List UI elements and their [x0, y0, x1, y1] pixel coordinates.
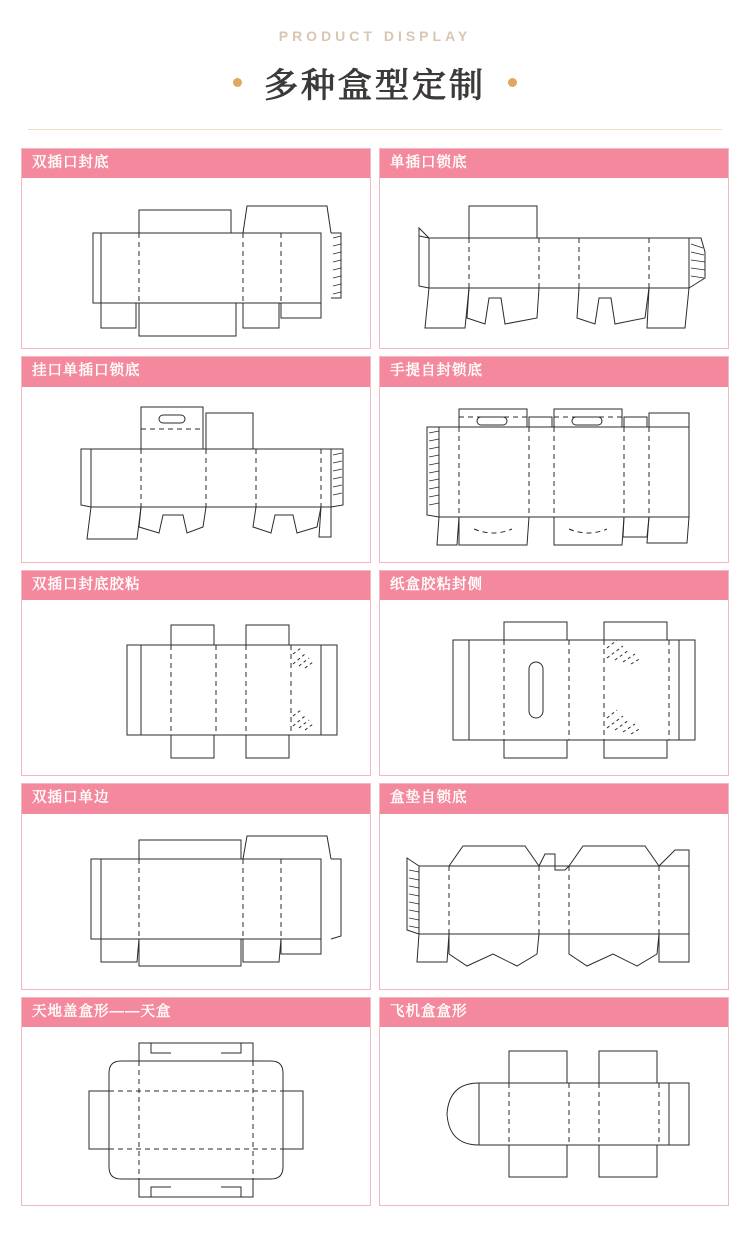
title-row — [0, 58, 750, 107]
card-title: 挂口单插口锁底 — [22, 357, 370, 386]
box-type-card[interactable] — [379, 356, 729, 562]
diagram-insert-self-lock-bottom-icon — [380, 814, 728, 989]
diagram-double-tuck-sealed-bottom-icon — [22, 178, 370, 348]
box-type-card[interactable] — [21, 997, 371, 1206]
eyebrow-text: PRODUCT DISPLAY — [278, 28, 472, 44]
decorative-dot-right-icon — [508, 78, 517, 87]
box-type-card[interactable] — [21, 356, 371, 562]
box-type-card[interactable] — [379, 570, 729, 776]
header-divider — [28, 129, 722, 130]
card-title: 纸盒胶粘封侧 — [380, 571, 728, 600]
card-title: 双插口封底胶粘 — [22, 571, 370, 600]
card-title: 盒垫自锁底 — [380, 784, 728, 813]
decorative-dot-left-icon — [233, 78, 242, 87]
diagram-lid-and-base-box-lid-icon — [22, 1027, 370, 1205]
box-type-card[interactable] — [21, 570, 371, 776]
box-type-grid — [21, 148, 729, 1206]
diagram-hang-hole-single-tuck-lock-bottom-icon — [22, 387, 370, 562]
card-title: 手提自封锁底 — [380, 357, 728, 386]
diagram-airplane-box-icon — [380, 1027, 728, 1205]
card-title: 单插口锁底 — [380, 149, 728, 178]
card-title: 双插口封底 — [22, 149, 370, 178]
box-type-card[interactable] — [21, 783, 371, 989]
box-type-card[interactable] — [379, 148, 729, 349]
diagram-double-tuck-glued-bottom-icon — [22, 600, 370, 775]
box-type-card[interactable] — [21, 148, 371, 349]
card-title: 天地盖盒形——天盒 — [22, 998, 370, 1027]
card-title: 双插口单边 — [22, 784, 370, 813]
diagram-double-tuck-single-side-icon — [22, 814, 370, 989]
page-header — [0, 0, 750, 130]
diagram-carton-glued-side-seal-icon — [380, 600, 728, 775]
diagram-handle-self-lock-bottom-icon — [380, 387, 728, 562]
diagram-single-tuck-lock-bottom-icon — [380, 178, 728, 348]
box-type-card[interactable] — [379, 783, 729, 989]
box-type-card[interactable] — [379, 997, 729, 1206]
card-title: 飞机盒盒形 — [380, 998, 728, 1027]
page-title: 多种盒型定制 — [264, 67, 486, 105]
